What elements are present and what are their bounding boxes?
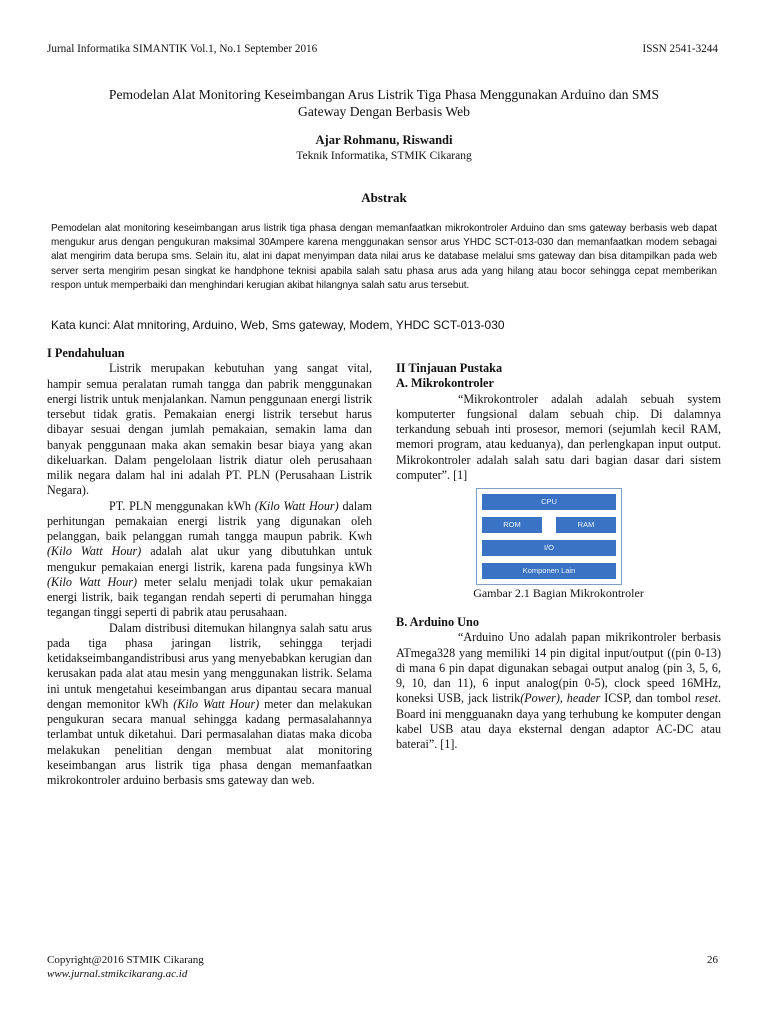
paragraph: “Arduino Uno adalah papan mikrikontroler berbasis ATmega328 yang memiliki 14 pin digital input/output ((pin 0-13) di mana 6 pin dapat digunakan sebagai output analog (pin 3, 5, 6, 9, 10, dan 11), 6 input analog(pin 0-5), clock speed 16MHz, koneksi USB, jack listrik(Power), header ICSP, dan tombol reset. Board ini mengguanakn daya yang terhubung ke komputer dengan kabel USB atau daya eksternal dengan adaptor AC-DC atau baterai”. [1]. [396,630,721,751]
authors: Ajar Rohmanu, Riswandi [315,133,453,147]
paragraph: PT. PLN menggunakan kWh (Kilo Watt Hour) dalam perhitungan pemakaian energi listrik yang digunakan oleh pelanggan, baik pelanggan rumah tangga maupun pabrik. Kwh (Kilo Watt Hour) adalah alat ukur yang dibutuhkan untuk mengukur pemakaian energi listrik, karena pada fungsinya kWh (Kilo Watt Hour) meter selalu menjadi tolak ukur pemakaian energi listrik, baik tegangan rendah seperti di perumahan hingga tegangan tinggi seperti di pabrik atau perusahaan. [47,498,372,620]
affiliation: Teknik Informatika, STMIK Cikarang [296,150,472,162]
ram-block: RAM [556,517,616,533]
rom-block: ROM [482,517,542,533]
paragraph: Listrik merupakan kebutuhan yang sangat vital, hampir semua peralatan rumah tangga dan pabrik menggunakan energi listrik untuk menjalankan. Namun penggunaan energi listrik tersebut tidak gratis. Pemakaian energi listrik tersebut harus dibayar sesuai dengan jumlah pemakaian, semakin lama dan banyak penggunaan maka akan semakin besar biaya yang akan dikeluarkan. Dalam pengelolaan listrik diatur oleh perusahaan milik negara dalam hal ini adalah PT. PLN (Perusahaan Listrik Negara). [47,361,372,498]
title-line-2: Gateway Dengan Berbasis Web [298,104,470,119]
journal-name: Jurnal Informatika SIMANTIK Vol.1, No.1 September 2016 [47,43,318,55]
figure-caption: Gambar 2.1 Bagian Mikrokontroler [473,586,644,600]
other-components-block: Komponen Lain [482,563,616,579]
abstract-heading: Abstrak [361,190,407,205]
section-heading-tinjauan: II Tinjauan Pustaka [396,361,503,375]
page-number: 26 [707,954,718,966]
page-footer [47,953,718,981]
paper-title [60,86,708,120]
microcontroller-diagram [476,488,622,585]
keywords: Kata kunci: Alat mnitoring, Arduino, Web, Sms gateway, Modem, YHDC SCT-013-030 [51,318,505,332]
right-column-lower [396,615,721,752]
issn: ISSN 2541-3244 [642,43,718,55]
paragraph: Dalam distribusi ditemukan hilangnya salah satu arus pada tiga phasa jaringan listrik, sehingga terjadi ketidakseimbangandistribusi arus yang menyebabkan kerugian dan kerusakan pada alat atau mesin yang menggunakan listrik. Selama ini untuk mengetahui keseimbangan arus dipantau secara manual dengan memonitor kWh (Kilo Watt Hour) meter dan melakukan pengukuran secara manual sehingga kadang permasalahannya terlambat untuk diketahui. Dari permasalahan diatas maka dicoba melakukan penelitian dengan membuat alat monitoring keseimbangan arus listrik tiga phasa dengan memanfaatkan mikrokontroler arduino berbasis sms gateway dan web. [47,620,372,787]
title-line-1: Pemodelan Alat Monitoring Keseimbangan Arus Listrik Tiga Phasa Menggunakan Arduino dan SMS [108,87,660,102]
subsection-heading-arduino-uno: B. Arduino Uno [396,615,480,629]
copyright: Copyright@2016 STMIK Cikarang [47,954,204,966]
io-block: I/O [482,540,616,556]
section-heading-pendahuluan: I Pendahuluan [47,346,125,360]
subsection-heading-mikrokontroler: A. Mikrokontroler [396,376,494,391]
right-column [396,361,721,483]
cpu-block: CPU [482,494,616,510]
abstract-body: Pemodelan alat monitoring keseimbangan arus listrik tiga phasa dengan memanfaatkan mikrokontroler Arduino dan sms gateway berbasis web dapat mengukur arus dengan pengukuran maksimal 30Ampere karena menggunakan sensor arus YHDC SCT-013-030 dan memanfaatkan modem sebagai alat mengirim data berupa sms. Selain itu, alat ini dapat menyimpan data nilai arus ke database melalui sms gateway dan bisa ditampilkan pada web server serta mengirim pesan singkat ke handphone teknisi apabila salah satu phasa arus ada yang hilang atau bocor sehingga cepat memberikan respon untuk memperbaiki dan menghindari kerugian akibat hilangnya salah satu arus tersebut. [51,223,717,291]
running-header [47,43,718,59]
left-column [47,346,372,788]
journal-url[interactable]: www.jurnal.stmikcikarang.ac.id [47,968,188,980]
paragraph: “Mikrokontroler adalah adalah sebuah system komputerter fungsional dalam sebuah chip. Di dalamnya terkandung sebuah inti prosesor, memori (sejumlah kecil RAM, memori program, atau keduanya), dan perlengkapan input output. Mikrokontroler adalah salah satu dari bagian dasar dari sistem computer”. [1] [396,391,721,482]
